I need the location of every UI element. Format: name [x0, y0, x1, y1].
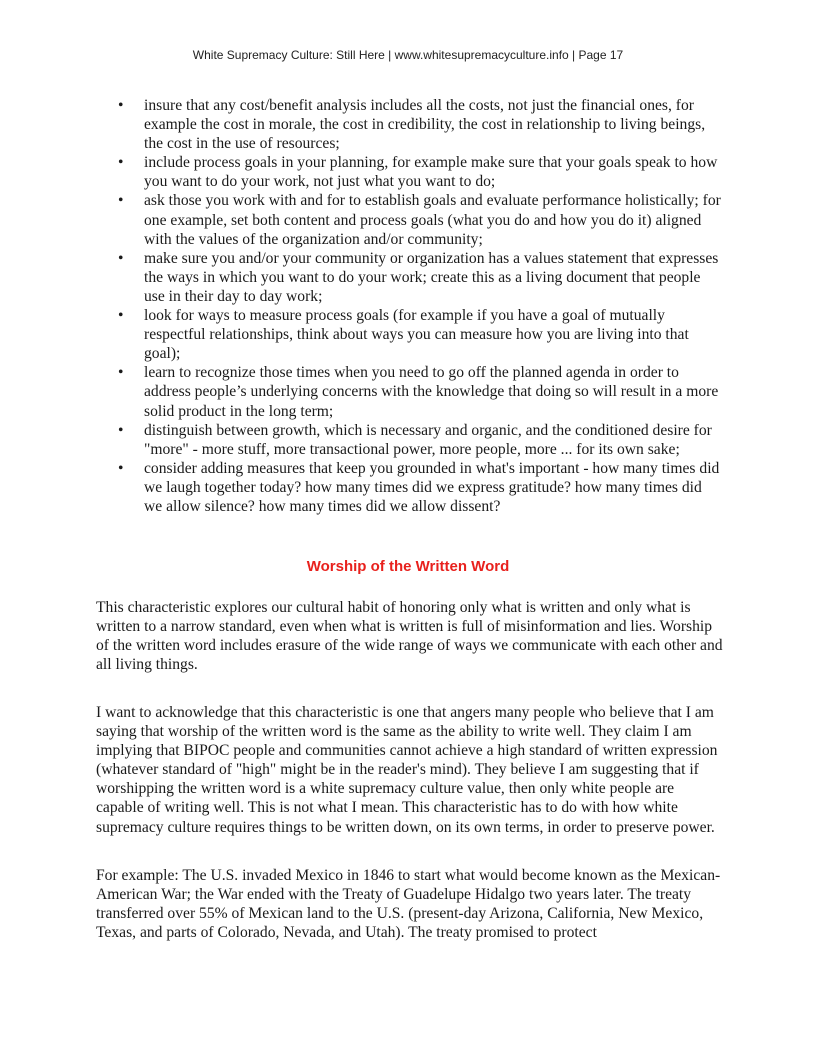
list-item-text: make sure you and/or your community or organization has a values statement that expresses the ways in which you want to do your work; create this as a living document that people use in their day to day work;	[144, 249, 719, 305]
list-item	[112, 459, 722, 516]
bullet-marker: •	[118, 421, 124, 439]
bullet-marker: •	[118, 364, 124, 382]
page-header: White Supremacy Culture: Still Here | www.whitesupremacyculture.info | Page 17	[192, 48, 624, 62]
list-item	[112, 249, 722, 306]
body-paragraph: This characteristic explores our cultural habit of honoring only what is written and only what is written to a narrow standard, even when what is written is full of misinformation and lies. Worship of the written word includes erasure of the wide range of ways we communicate with each other and all living things.	[96, 599, 723, 674]
bullet-marker: •	[118, 307, 124, 325]
section-heading: Worship of the Written Word	[306, 558, 510, 575]
body-paragraph: For example: The U.S. invaded Mexico in 1846 to start what would become known as the Mexican-American War; the War ended with the Treaty of Guadelupe Hidalgo two years later. The treaty transferred over 55% of Mexican land to the U.S. (present-day Arizona, California, New Mexico, Texas, and parts of Colorado, Nevada, and Utah). The treaty promised to protect	[96, 867, 721, 942]
list-item-text: look for ways to measure process goals (for example if you have a goal of mutually respectful relationships, think about ways you can measure how you are living into that goal);	[144, 307, 689, 363]
bullet-marker: •	[118, 154, 124, 172]
list-item-text: ask those you work with and for to establish goals and evaluate performance holistically; for one example, set both content and process goals (what you do and how you do it) aligned with the values of the organization and/or community;	[144, 192, 721, 248]
list-item	[112, 191, 722, 248]
body-paragraph: I want to acknowledge that this characteristic is one that angers many people who believe that I am saying that worship of the written word is the same as the ability to write well. They claim I am implying that BIPOC people and communities cannot achieve a high standard of written expression (whatever standard of "high" might be in the reader's mind). They believe I am suggesting that if worshipping the written word is a white supremacy culture value, then only white people are capable of writing well. This is not what I mean. This characteristic has to do with how white supremacy culture requires things to be written down, on its own terms, in order to preserve power.	[96, 704, 718, 836]
list-item-text: consider adding measures that keep you grounded in what's important - how many times did we laugh together today? how many times did we express gratitude? how many times did we allow silence? how many times did we allow dissent?	[144, 459, 720, 515]
list-item-text: distinguish between growth, which is necessary and organic, and the conditioned desire for "more" - more stuff, more transactional power, more people, more ... for its own sake;	[144, 421, 712, 458]
list-item	[112, 363, 722, 420]
bullet-marker: •	[118, 459, 124, 477]
bullet-marker: •	[118, 249, 124, 267]
list-item	[112, 153, 722, 191]
bullet-list	[112, 96, 722, 516]
bullet-marker: •	[118, 192, 124, 210]
list-item-text: learn to recognize those times when you need to go off the planned agenda in order to address people’s underlying concerns with the knowledge that doing so will result in a more solid product in the long term;	[144, 364, 719, 420]
list-item	[112, 306, 722, 363]
list-item	[112, 96, 722, 153]
list-item-text: include process goals in your planning, for example make sure that your goals speak to how you want to do your work, not just what you want to do;	[144, 154, 718, 191]
list-item	[112, 421, 722, 459]
bullet-marker: •	[118, 97, 124, 114]
list-item-text: insure that any cost/benefit analysis includes all the costs, not just the financial ones, for example the cost in morale, the cost in credibility, the cost in relationship to living beings, the cost in the use of resources;	[144, 97, 706, 153]
